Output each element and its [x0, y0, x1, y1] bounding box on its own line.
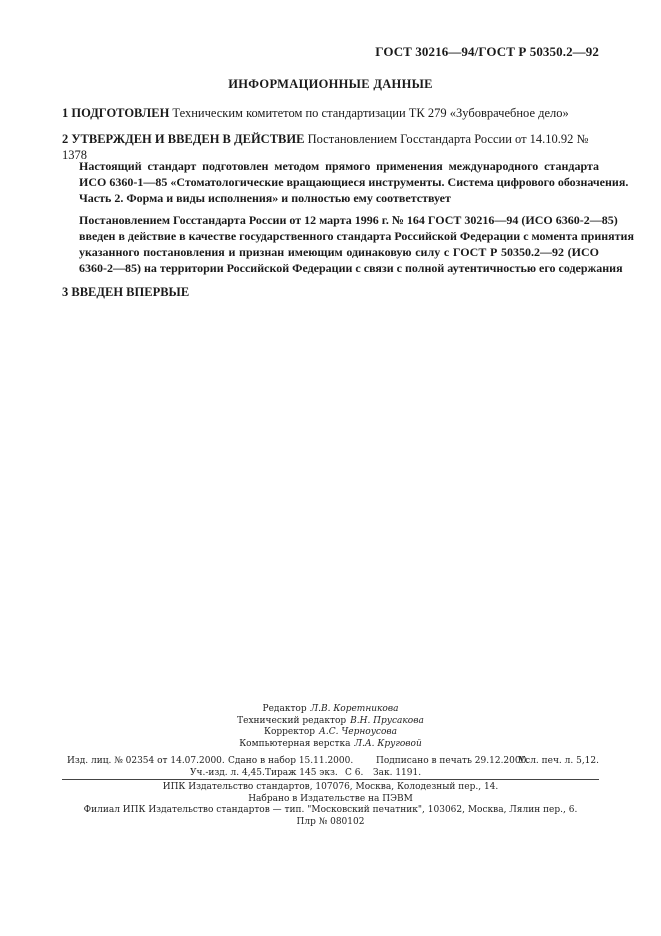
c-number: С 6. [345, 767, 364, 778]
signed-date: Подписано в печать 29.12.2000. [376, 756, 530, 766]
edition-sheets: Уч.-изд. л. 4,45. [190, 767, 265, 778]
paragraph-1-line: Часть 2. Форма и виды исполнения» и полностью ему соответствует [79, 191, 451, 205]
paragraph-2-line: 6360-2—85) на территории Российской Федерации с связи с полной аутентичностью его содержания [79, 261, 623, 275]
section-title: ИНФОРМАЦИОННЫЕ ДАННЫЕ [228, 77, 433, 91]
print-sheets: Усл. печ. л. 5,12. [518, 756, 599, 766]
staff-row-proofreader: Корректор А.С. Черноусова [264, 727, 397, 737]
paragraph-1-line: Настоящий стандарт подготовлен методом прямого применения международного стандарта [79, 159, 599, 173]
item-2-text: Постановлением Госстандарта России от 14.10.92 № 1378 [62, 132, 589, 162]
printer-line: Набрано в Издательстве на ПЭВМ [248, 793, 413, 804]
license-number: Изд. лиц. № 02354 от 14.07.2000. [67, 756, 225, 766]
publication-details [0, 756, 661, 779]
paragraph-1-line: ИСО 6360-1—85 «Стоматологические вращающиеся инструменты. Система цифрового обозначения. [79, 175, 629, 189]
printer-line: Плр № 080102 [296, 816, 365, 827]
item-1-lead: 1 ПОДГОТОВЛЕН [62, 106, 170, 120]
divider [62, 779, 599, 780]
order-number: Зак. 1191. [373, 767, 422, 778]
item-3-introduced: 3 ВВЕДЕН ВПЕРВЫЕ [62, 285, 190, 299]
paragraph-enactment [79, 212, 634, 276]
staff-row-editor: Редактор Л.В. Коретникова [262, 704, 399, 714]
submitted-date: Сдано в набор 15.11.2000. [228, 756, 354, 766]
printer-info [0, 782, 661, 828]
item-1-prepared [62, 105, 599, 121]
paragraph-2-line: Постановлением Госстандарта России от 12 марта 1996 г. № 164 ГОСТ 30216—94 (ИСО 6360-2—85) [79, 213, 618, 227]
paragraph-iso-basis [79, 158, 629, 206]
document-code: ГОСТ 30216—94/ГОСТ Р 50350.2—92 [375, 44, 599, 59]
paragraph-2-line: введен в действие в качестве государственного стандарта Российской Федерации с момента принятия [79, 229, 634, 243]
circulation: Тираж 145 экз. [265, 767, 338, 778]
printer-line: ИПК Издательство стандартов, 107076, Москва, Колодезный пер., 14. [162, 782, 499, 792]
printer-line: Филиал ИПК Издательство стандартов — тип. "Московский печатник", 103062, Москва, Лялин пер., 6. [83, 805, 578, 815]
staff-row-layout: Компьютерная верстка Л.А. Круговой [239, 738, 422, 749]
item-2-lead: 2 УТВЕРЖДЕН И ВВЕДЕН В ДЕЙСТВИЕ [62, 132, 305, 146]
item-1-text: Техническим комитетом по стандартизации ТК 279 «Зубоврачебное дело» [169, 106, 569, 120]
paragraph-2-line: указанного постановления и признан имеющим одинаковую силу с ГОСТ Р 50350.2—92 (ИСО [79, 245, 599, 259]
staff-credits [0, 704, 661, 750]
staff-row-tech-editor: Технический редактор В.Н. Прусакова [237, 715, 424, 726]
